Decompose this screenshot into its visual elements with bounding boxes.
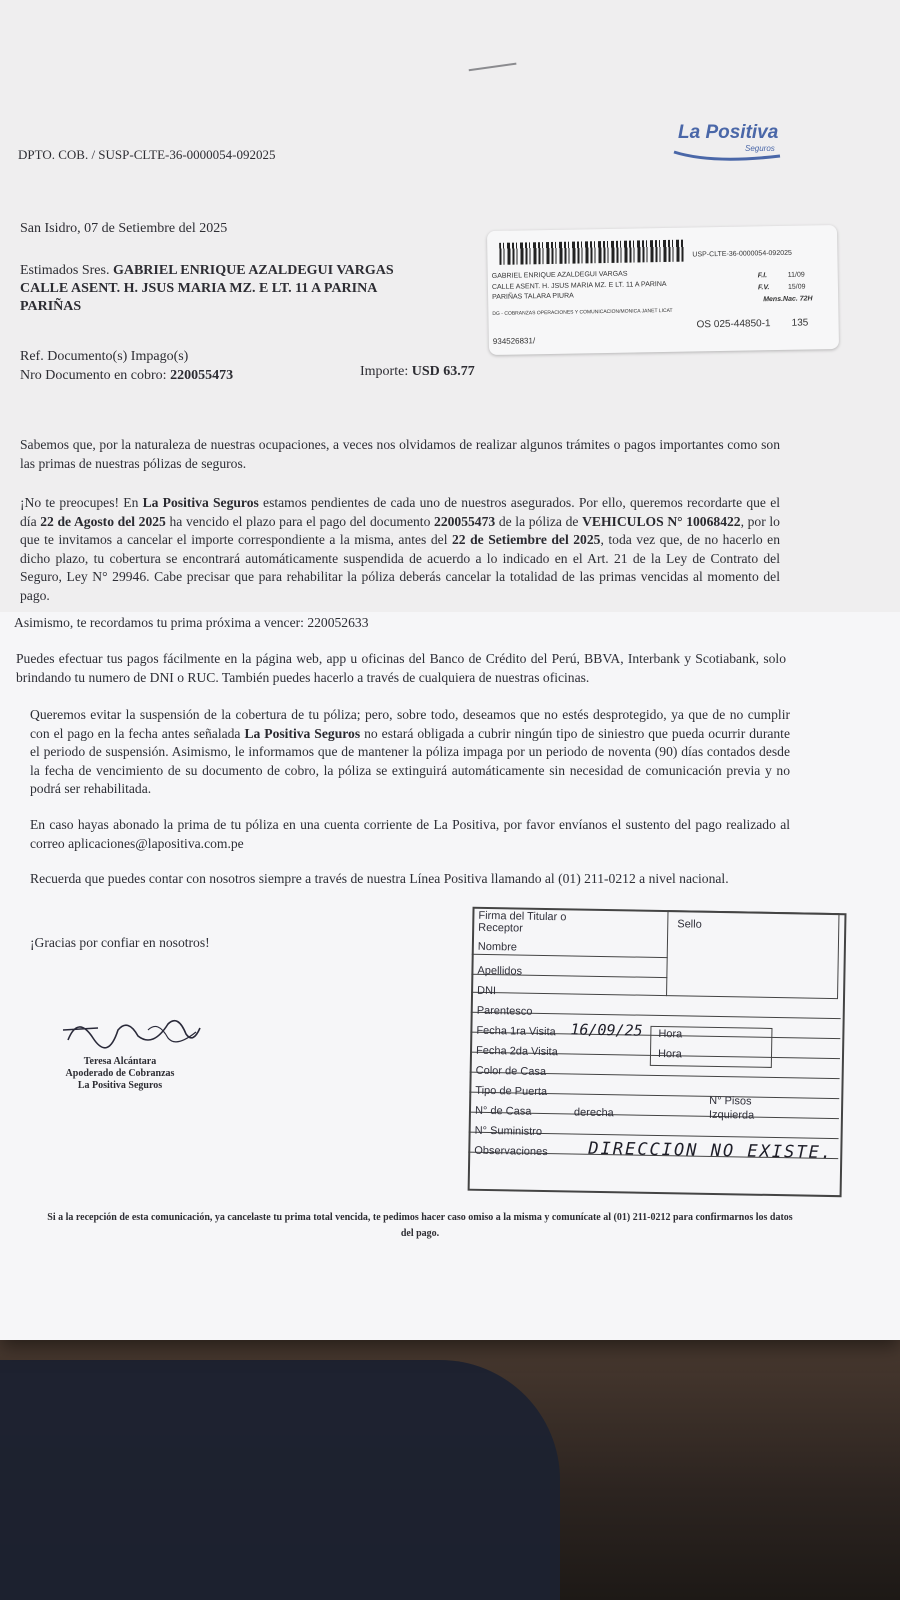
- label-fv-value: 15/09: [787, 283, 806, 291]
- amount-line: [360, 363, 475, 381]
- thanks-line: ¡Gracias por confiar en nosotros!: [30, 935, 210, 950]
- form-hora2-label: Hora: [657, 1047, 682, 1061]
- label-name: GABRIEL ENRIQUE AZALDEGUI VARGAS: [491, 270, 628, 280]
- form-fecha1-value: 16/09/25: [570, 1020, 643, 1040]
- label-phone: 934526831/: [492, 336, 536, 346]
- paragraph-5: [30, 706, 790, 799]
- label-os-number: 135: [791, 317, 809, 329]
- form-sello-label: Sello: [677, 918, 702, 931]
- signer-block: [30, 1056, 210, 1092]
- form-nombre-label: Nombre: [477, 940, 518, 954]
- paragraph-7: Recuerda que puedes contar con nosotros siempre a través de nuestra Línea Positiva llamando al (01) 211-0212 a nivel nacional.: [30, 871, 729, 886]
- signer-company: La Positiva Seguros: [77, 1080, 163, 1091]
- label-address-2: PARIÑAS TALARA PIURA: [492, 292, 574, 301]
- p5-text-a: Queremos evitar la suspensión de la cobertura de tu póliza; pero, sobre todo, deseamos que no estés desprotegido, ya que de no cumplir con el pago en la fecha antes señalada: [30, 707, 790, 741]
- label-address-1: CALLE ASENT. H. JSUS MARIA MZ. E LT. 11 A PARINA: [491, 280, 667, 291]
- logo-swoosh-icon: [672, 146, 784, 162]
- form-fecha1-label: Fecha 1ra Visita: [476, 1024, 556, 1039]
- p2-deadline: 22 de Setiembre del 2025: [452, 532, 601, 548]
- p2-text-a: ¡No te preocupes! En: [20, 495, 143, 510]
- date-line: San Isidro, 07 de Setiembre del 2025: [20, 221, 228, 236]
- ref-label: Ref. Documento(s) Impago(s): [20, 349, 189, 364]
- label-mens: Mens.Nac. 72H: [763, 295, 813, 304]
- amount-value: USD 63.77: [411, 364, 475, 379]
- barcode-icon: [499, 240, 684, 265]
- p2-policy: VEHICULOS N° 10068422: [582, 513, 741, 529]
- fabric-in-foreground: [0, 1360, 560, 1600]
- salutation: Estimados Sres.: [20, 263, 110, 278]
- addressee-address-1: CALLE ASENT. H. JSUS MARIA MZ. E LT. 11 A PARINA: [20, 281, 378, 296]
- signer-title: Apoderado de Cobranzas: [65, 1068, 175, 1079]
- form-tipo-label: Tipo de Puerta: [475, 1084, 548, 1099]
- mailing-label: [487, 225, 839, 355]
- signer-name: Teresa Alcántara: [83, 1056, 157, 1067]
- label-fi-value: 11/09: [787, 271, 805, 279]
- footer-note: Si a la recepción de esta comunicación, ya cancelaste tu prima total vencida, te pedimos hacer caso omiso a la misma y comunícate al (01) 211-0212 para confirmarnos los datos del pago.: [47, 1212, 793, 1239]
- p2-document: 220055473: [434, 513, 496, 529]
- doc-line: [20, 367, 233, 385]
- addressee-address-2: PARIÑAS: [20, 299, 82, 314]
- form-color-label: Color de Casa: [475, 1064, 547, 1079]
- p2-text-d: de la póliza de: [495, 513, 583, 529]
- doc-label: Nro Documento en cobro:: [20, 368, 167, 383]
- paragraph-1: Sabemos que, por la naturaleza de nuestras ocupaciones, a veces nos olvidamos de realizar algunos trámites o pagos importantes como son las primas de nuestras pólizas de seguros.: [20, 437, 780, 471]
- label-fi-label: F.I.: [757, 272, 768, 280]
- p2-text-c: ha vencido el plazo para el pago del documento: [165, 513, 435, 529]
- paragraph-6: En caso hayas abonado la prima de tu póliza en una cuenta corriente de La Positiva, por favor envíanos el sustento del pago realizado al correo aplicaciones@lapositiva.com.pe: [30, 817, 790, 851]
- form-parentesco-label: Parentesco: [476, 1004, 533, 1018]
- paragraph-2: [20, 494, 780, 606]
- department-reference: DPTO. COB. / SUSP-CLTE-36-0000054-092025: [18, 147, 276, 162]
- form-fecha2-label: Fecha 2da Visita: [475, 1044, 558, 1059]
- amount-label: Importe:: [360, 364, 409, 379]
- form-casa-label: N° de Casa: [474, 1104, 532, 1118]
- doc-number: 220055473: [170, 368, 234, 383]
- p5-text-b: no estará obligada a cubrir ningún tipo de siniestro que pueda ocurrir durante el periodo de suspensión. Asimismo, le informamos que de mantener la póliza impaga por un periodo de noventa (90) días contados desde la fecha de vencimiento de su documento de cobro, la póliza se extinguirá automáticamente sin necesidad de comunicación previa y no podrá ser rehabilitada.: [30, 725, 790, 797]
- paragraph-4: Puedes efectuar tus pagos fácilmente en la página web, app u oficinas del Banco de Crédito del Perú, BBVA, Interbank y Scotiabank, solo brindando tu numero de DNI o RUC. También puedes hacerlo a través de cualquiera de nuestras oficinas.: [16, 651, 786, 685]
- form-firma-label: Firma del Titular o Receptor: [478, 909, 567, 935]
- staple-mark: [468, 55, 517, 72]
- form-apellidos-label: Apellidos: [477, 964, 523, 978]
- p2-text-e: , por lo que te invitamos a cancelar el importe correspondiente a la misma, antes del: [20, 513, 780, 548]
- form-hora1-label: Hora: [658, 1027, 683, 1041]
- form-suministro-label: N° Suministro: [474, 1124, 543, 1138]
- form-derecha-label: derecha: [573, 1106, 614, 1120]
- form-izquierda-label: Izquierda: [708, 1108, 755, 1122]
- form-observaciones-label: Observaciones: [474, 1144, 548, 1159]
- label-code: USP-CLTE-36-0000054-092025: [692, 249, 792, 259]
- p2-company: La Positiva Seguros: [142, 495, 259, 510]
- handwritten-signature: [58, 1010, 208, 1052]
- label-department: DG - COBRANZAS OPERACIONES Y COMUNICACION/MONICA JANET LICAT: [492, 307, 673, 317]
- company-logo-subtitle: Seguros: [745, 144, 775, 153]
- paragraph-3: Asimismo, te recordamos tu prima próxima a vencer: 220052633: [14, 615, 369, 630]
- form-pisos-label: N° Pisos: [709, 1094, 752, 1108]
- form-dni-label: DNI: [476, 984, 497, 998]
- p2-text-b: estamos pendientes de cada uno de nuestros asegurados. Por ello, queremos recordarte que el día: [20, 495, 780, 529]
- label-fv-label: F.V.: [757, 284, 770, 292]
- delivery-form: [467, 907, 852, 1204]
- label-os: OS 025-44850-1: [696, 318, 771, 331]
- p2-due-date: 22 de Agosto del 2025: [40, 513, 166, 529]
- company-logo: La Positiva: [678, 122, 779, 143]
- addressee-block: [20, 262, 480, 316]
- p2-text-f: , toda vez que, de no hacerlo en dicho plazo, tu cobertura se encontrará automáticamente suspendida de acuerdo a lo indicado en el Art. 21 de la Ley de Contrato del Seguro, Ley N° 29946. Cabe precisar que para rehabilitar la póliza deberás cancelar la totalidad de las primas vencidas al momento del pago.: [20, 532, 781, 603]
- addressee-name: GABRIEL ENRIQUE AZALDEGUI VARGAS: [112, 263, 394, 278]
- p5-company: La Positiva Seguros: [244, 725, 361, 741]
- form-observaciones-value: DIRECCION NO EXISTE.: [588, 1138, 834, 1164]
